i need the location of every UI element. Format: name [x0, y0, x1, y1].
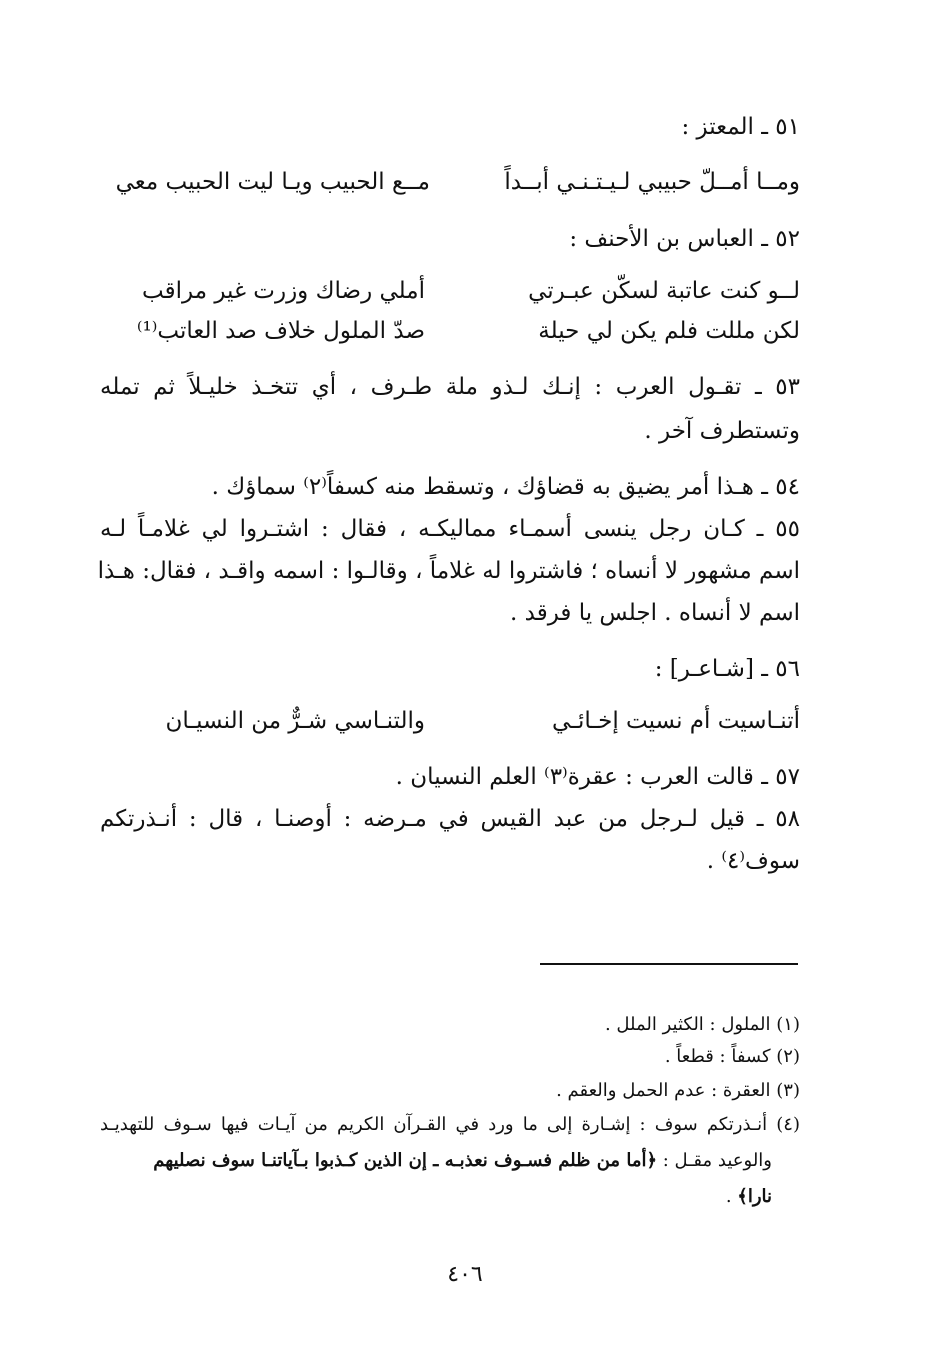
quran-quote-end: نارا﴾: [737, 1186, 772, 1207]
page-number: ٤٠٦: [447, 1262, 483, 1287]
entry-52-heading: ٥٢ ـ العباس بن الأحنف :: [569, 226, 800, 252]
verse-52-1-hemistich-1: لــو كنت عاتبة لسكّن عبـرتي: [528, 278, 800, 304]
footnote-4-text: والوعيد مقـل :: [657, 1150, 772, 1171]
entry-58-line-2: سوف⁽٤⁾ .: [706, 848, 800, 874]
entry-56-heading: ٥٦ ـ [شـاعـر] :: [654, 656, 800, 682]
entry-53-line-2: وتستطرف آخر .: [644, 418, 800, 444]
quran-quote: ﴿أما من ظلم فسـوف نعذبـه ـ إن الذين كـذبوا بـآياتنـا سوف نصليهم: [153, 1150, 658, 1171]
entry-55-line-2: اسم مشهور لا أنساه ؛ فاشتروا له غلاماً ، وقالـوا : اسمه واقـد ، فقال: هـذا: [97, 558, 800, 584]
entry-54: ٥٤ ـ هـذا أمر يضيق به قضاؤك ، وتسقط منه كسفاً⁽٢⁾ سماؤك .: [211, 474, 800, 500]
entry-55-line-1: ٥٥ ـ كـان رجل ينسى أسمـاء مماليكـه ، فقال : اشتـروا لي غلامـاً لـه: [100, 516, 800, 542]
verse-52-1-hemistich-2: أملي رضاك وزرت غير مراقب: [142, 278, 425, 304]
verse-56-hemistich-1: أتنـاسيت أم نسيت إخـائـي: [552, 708, 800, 734]
footnote-3: (٣) العقرة : عدم الحمل والعقم .: [556, 1080, 800, 1101]
entry-51-heading: ٥١ ـ المعتز :: [681, 114, 800, 140]
verse-52-2-hemistich-1: لكن مللت فلم يكن لي حيلة: [538, 318, 800, 344]
footnote-1: (١) الملول : الكثير الملل .: [604, 1014, 800, 1035]
entry-57: ٥٧ ـ قالت العرب : عقرة⁽٣⁾ العلم النسيان .: [395, 764, 800, 790]
footnote-4-line-2: [100, 1148, 772, 1174]
entry-53-line-1: ٥٣ ـ تقـول العرب : إنـك لـذو ملة طـرف ، أي تتخـذ خليـلاً ثم تمله: [100, 374, 800, 400]
footnote-4-end: .: [725, 1186, 738, 1207]
entry-55-line-3: اسم لا أنساه . اجلس يا فرقد .: [510, 600, 800, 626]
verse-52-2-hemistich-2: صدّ الملول خلاف صد العاتب⁽¹⁾: [136, 318, 425, 344]
footnote-4-line-1: (٤) أنـذرتكم سوف : إشـارة إلى ما ورد في القـرآن الكريم من آيـات فيها سـوف للتهديـد: [100, 1114, 800, 1135]
footnote-separator: [540, 963, 798, 965]
entry-58-line-1: ٥٨ ـ قيل لـرجل من عبد القيس في مـرضه : أوصنـا ، قال : أنـذرتكم: [100, 806, 800, 832]
footnote-2: (٢) كسفاً : قطعاً .: [664, 1046, 800, 1067]
verse-51-hemistich-1: ومــا أمــلّ حبيبي لـيـتـنـي أبــداً: [504, 169, 800, 195]
footnote-4-line-3: [100, 1184, 772, 1210]
verse-51-hemistich-2: مــع الحبيب ويـا ليت الحبيب معي: [115, 169, 430, 195]
verse-56-hemistich-2: والتنـاسي شـرٌّ من النسيـان: [165, 708, 425, 734]
